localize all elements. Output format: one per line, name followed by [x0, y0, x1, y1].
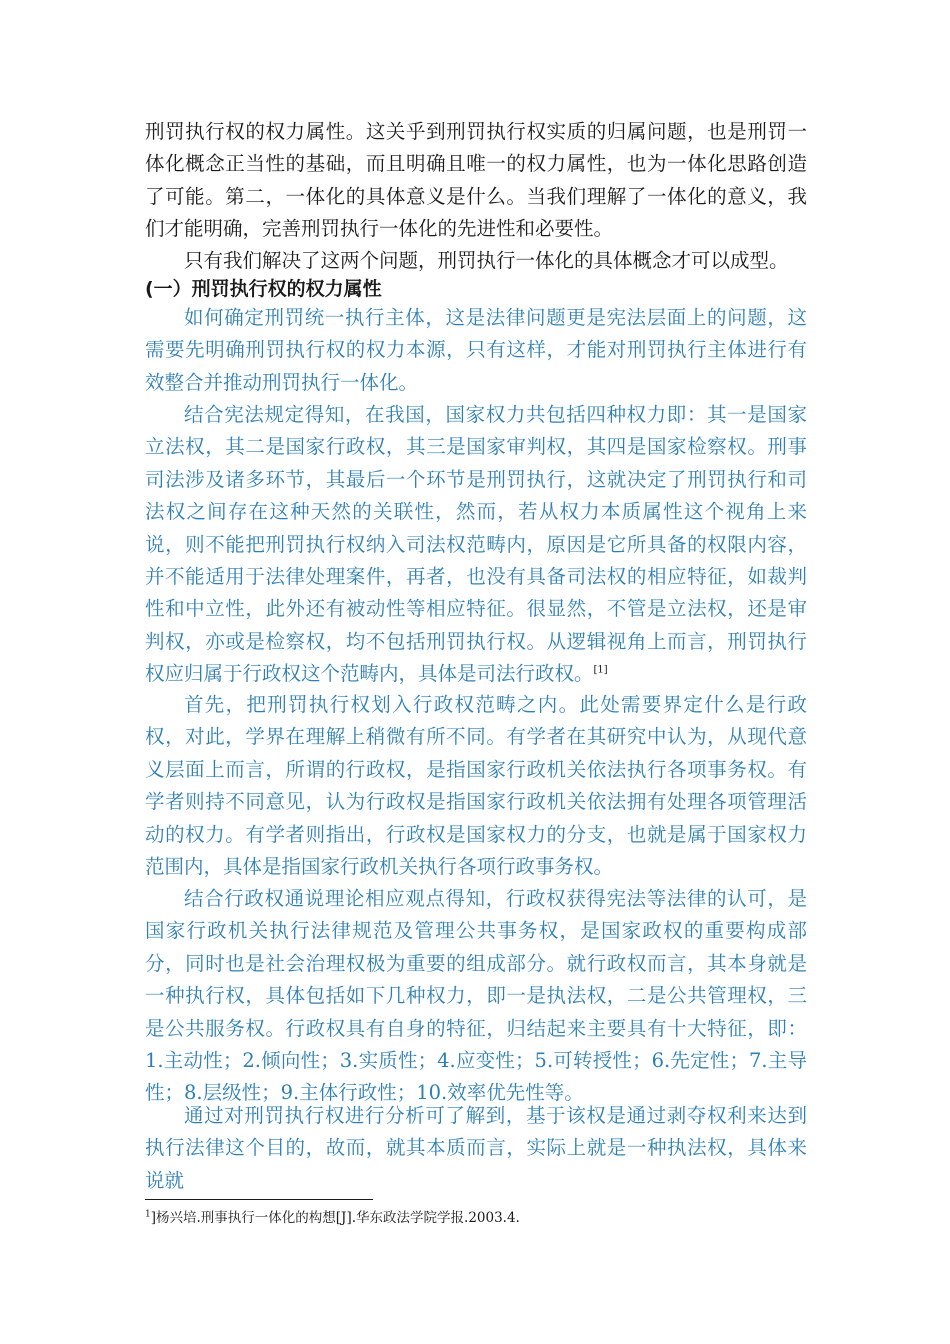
footnote-divider: [145, 1199, 373, 1200]
footnote-text: ]杨兴培.刑事执行一体化的构想[J].华东政法学院学报.2003.4.: [150, 1210, 520, 1226]
footnote-mark: 1: [145, 1209, 151, 1220]
footnote: [145, 1208, 520, 1228]
paragraph-executive-power: 首先，把刑罚执行权划入行政权范畴之内。此处需要界定什么是行政权，对此，学界在理解上稍微有所不同。有学者在其研究中认为，从现代意义层面上而言，所谓的行政权，是指国家行政机关依法执行各项事务权。有学者则持不同意见，认为行政权是指国家行政机关依法拥有处理各项管理活动的权力。有学者则指出，行政权是国家权力的分支，也就是属于国家权力范围内，具体是指国家行政机关执行各项行政事务权。: [145, 693, 807, 879]
paragraph-constitution: [145, 399, 807, 691]
paragraph-administrative-features: 结合行政权通说理论相应观点得知，行政权获得宪法等法律的认可，是国家行政机关执行法律规范及管理公共事务权，是国家政权的重要构成部分，同时也是社会治理权极为重要的组成部分。就行政权而言，其本身就是一种执行权，具体包括如下几种权力，即一是执法权，二是公共管理权，三是公共服务权。行政权具有自身的特征，归结起来主要具有十大特征，即：1.主动性；2.倾向性；3.实质性；4.应变性；5.可转授性；6.先定性；7.主导性；8.层级性；9.主体行政性；10.效率优先性等。: [145, 887, 807, 1105]
paragraph-constitution-text: 结合宪法规定得知，在我国，国家权力共包括四种权力即：其一是国家立法权，其二是国家行政权，其三是国家审判权，其四是国家检察权。刑事司法涉及诸多环节，其最后一个环节是刑罚执行，这就决定了刑罚执行和司法权之间存在这种天然的关联性，然而，若从权力本质属性这个视角上来说，则不能把刑罚执行权纳入司法权范畴内，原因是它所具备的权限内容，并不能适用于法律处理案件，再者，也没有具备司法权的相应特征，如裁判性和中立性，此外还有被动性等相应特征。很显然，不管是立法权，还是审判权，亦或是检察权，均不包括刑罚执行权。从逻辑视角上而言，刑罚执行权应归属于行政权这个范畴内，具体是司法行政权。: [145, 403, 807, 686]
paragraph-subject: 如何确定刑罚统一执行主体，这是法律问题更是宪法层面上的问题，这需要先明确刑罚执行权的权力本源，只有这样，才能对刑罚执行主体进行有效整合并推动刑罚执行一体化。: [145, 306, 807, 394]
paragraph-summary: 只有我们解决了这两个问题，刑罚执行一体化的具体概念才可以成型。: [184, 249, 789, 272]
section-heading: (一）刑罚执行权的权力属性: [145, 278, 382, 300]
paragraph-analysis: 通过对刑罚执行权进行分析可了解到，基于该权是通过剥夺权利来达到执行法律这个目的，故而，就其本质而言，实际上就是一种执法权，具体来说就: [145, 1104, 807, 1192]
paragraph-intro-continued: 刑罚执行权的权力属性。这关乎到刑罚执行权实质的归属问题，也是刑罚一体化概念正当性的基础，而且明确且唯一的权力属性，也为一体化思路创造了可能。第二，一体化的具体意义是什么。当我们理解了一体化的意义，我们才能明确，完善刑罚执行一体化的先进性和必要性。: [145, 120, 807, 241]
citation-ref: [1]: [593, 664, 608, 676]
